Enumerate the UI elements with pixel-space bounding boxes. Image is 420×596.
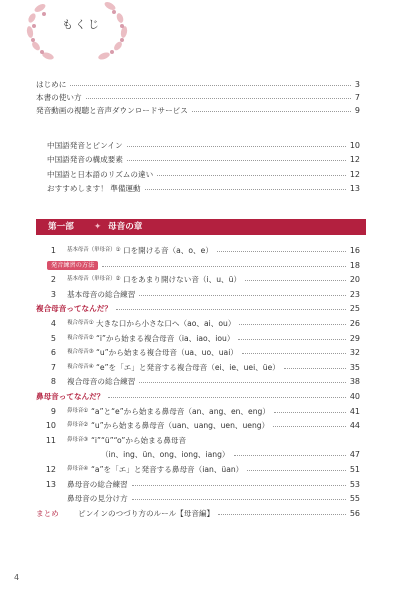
entry-label: 鼻母音の総合練習 bbox=[67, 479, 128, 489]
leader-dots bbox=[217, 251, 346, 252]
entry-number: 5 bbox=[50, 333, 56, 343]
entry-label: “a”と“e”から始まる鼻母音（an、ang、en、eng） bbox=[91, 406, 270, 416]
entry-category: 鼻母音③ bbox=[67, 436, 88, 443]
page-ref: 26 bbox=[349, 319, 360, 328]
leader-dots bbox=[239, 324, 346, 325]
leader-dots bbox=[116, 309, 346, 310]
entry-number: 10 bbox=[45, 421, 56, 431]
leader-dots bbox=[102, 266, 346, 267]
toc-entry[interactable] bbox=[0, 478, 420, 491]
toc-entry[interactable] bbox=[0, 346, 420, 359]
page-ref: 9 bbox=[354, 106, 360, 116]
entry-label: “u”から始まる鼻母音（uan、uang、uen、ueng） bbox=[91, 421, 270, 431]
page-ref: 38 bbox=[349, 377, 360, 387]
leader-dots bbox=[242, 353, 346, 354]
entry-category: 基本母音（単母音）① bbox=[67, 247, 121, 253]
page-ref: 7 bbox=[354, 93, 360, 103]
toc-entry[interactable] bbox=[0, 317, 420, 330]
entry-category: 基本母音（単母音）② bbox=[67, 276, 121, 283]
toc-entry[interactable] bbox=[0, 361, 420, 374]
entry-label: “e”を「エ」と発音する複合母音（ei、ie、uei、üe） bbox=[96, 362, 280, 372]
page-ref: 3 bbox=[354, 80, 360, 89]
entry-label: 大きな口から小さな口へ（ao、ai、ou） bbox=[96, 319, 236, 328]
leader-dots bbox=[218, 514, 346, 515]
page-ref: 20 bbox=[349, 275, 360, 285]
summary-label: まとめ bbox=[36, 508, 59, 518]
toc-entry[interactable] bbox=[0, 104, 420, 117]
entry-label: 中国語と日本語のリズムの違い bbox=[47, 169, 154, 179]
page-ref: 44 bbox=[349, 421, 360, 431]
toc-entry[interactable] bbox=[0, 78, 420, 91]
entry-label: 口を開ける音（a、o、e） bbox=[123, 246, 213, 255]
toc-entry[interactable] bbox=[0, 405, 420, 418]
entry-label: “a”を「エ」と発音する鼻母音（ian、üan） bbox=[91, 465, 244, 474]
floral-wreath-decoration bbox=[0, 0, 150, 70]
page-ref: 51 bbox=[349, 465, 360, 474]
page-ref: 23 bbox=[349, 289, 360, 299]
toc-entry[interactable] bbox=[0, 244, 420, 257]
leader-dots bbox=[284, 368, 346, 369]
leader-dots bbox=[145, 189, 346, 190]
entry-label: （in、ing、ün、ong、iong、iang） bbox=[101, 450, 230, 460]
toc-entry[interactable] bbox=[0, 153, 420, 166]
leader-dots bbox=[108, 397, 346, 398]
page-number: 4 bbox=[14, 573, 20, 582]
leader-dots bbox=[157, 175, 346, 176]
toc-entry[interactable] bbox=[0, 259, 420, 272]
entry-number: 4 bbox=[50, 319, 56, 328]
page-ref: 35 bbox=[349, 362, 360, 372]
entry-number: 9 bbox=[50, 406, 56, 416]
entry-label: 鼻母音の見分け方 bbox=[67, 494, 128, 504]
leader-dots bbox=[132, 499, 346, 500]
entry-label: “i”“ü”“o”から始まる鼻母音 bbox=[91, 435, 187, 445]
toc-entry[interactable] bbox=[0, 302, 420, 315]
part-title: 母音の章 bbox=[108, 222, 143, 232]
toc-entry[interactable] bbox=[0, 419, 420, 432]
toc-entry[interactable] bbox=[0, 507, 420, 520]
entry-number: 8 bbox=[50, 377, 56, 387]
page-ref: 18 bbox=[349, 260, 360, 270]
toc-entry[interactable] bbox=[0, 434, 420, 447]
page-ref: 41 bbox=[349, 406, 360, 416]
toc-entry[interactable] bbox=[0, 492, 420, 505]
entry-category: 複合母音② bbox=[67, 334, 94, 341]
page-ref: 29 bbox=[349, 333, 360, 343]
toc-entry[interactable] bbox=[0, 390, 420, 403]
page-ref: 12 bbox=[349, 169, 360, 179]
leader-dots bbox=[192, 111, 351, 112]
part-banner bbox=[36, 219, 366, 235]
leader-dots bbox=[132, 485, 346, 486]
entry-category: 複合母音④ bbox=[67, 363, 94, 370]
leader-dots bbox=[247, 470, 346, 471]
toc-entry[interactable] bbox=[0, 288, 420, 301]
entry-number: 2 bbox=[50, 275, 56, 285]
page-ref: 55 bbox=[349, 494, 360, 504]
entry-number: 1 bbox=[50, 246, 56, 255]
entry-number: 12 bbox=[45, 465, 56, 474]
section-heading: 複合母音ってなんだ？ bbox=[36, 304, 112, 314]
leader-dots bbox=[127, 160, 346, 161]
section-heading: 鼻母音ってなんだ？ bbox=[36, 392, 105, 401]
page-ref: 47 bbox=[349, 450, 360, 460]
leader-dots bbox=[273, 426, 346, 427]
entry-category: 複合母音① bbox=[67, 320, 94, 326]
entry-label: 本書の使い方 bbox=[36, 93, 82, 103]
entry-label: “i”から始まる複合母音（ia、iao、iou） bbox=[96, 333, 235, 343]
entry-label: はじめに bbox=[36, 80, 67, 89]
entry-label: 複合母音の総合練習 bbox=[67, 377, 136, 387]
toc-entry[interactable] bbox=[0, 273, 420, 286]
toc-entry[interactable] bbox=[0, 182, 420, 195]
entry-label: ピンインのつづり方のルール【母音編】 bbox=[78, 508, 215, 518]
entry-number: 6 bbox=[50, 348, 56, 358]
practice-badge: 発音練習の方法 bbox=[47, 261, 98, 270]
leader-dots bbox=[238, 339, 346, 340]
toc-entry[interactable] bbox=[0, 375, 420, 388]
toc-entry[interactable] bbox=[0, 332, 420, 345]
toc-entry[interactable] bbox=[0, 91, 420, 104]
page-ref: 12 bbox=[349, 155, 360, 165]
entry-number: 11 bbox=[45, 435, 56, 445]
page-ref: 53 bbox=[349, 479, 360, 489]
entry-number: 7 bbox=[50, 362, 56, 372]
page-ref: 40 bbox=[349, 392, 360, 401]
part-label: 第一部 bbox=[48, 222, 74, 232]
leader-dots bbox=[70, 85, 351, 86]
toc-entry[interactable] bbox=[0, 463, 420, 476]
entry-category: 鼻母音④ bbox=[67, 466, 88, 472]
entry-label: 発音動画の視聴と音声ダウンロードサービス bbox=[36, 106, 188, 116]
leader-dots bbox=[139, 382, 346, 383]
entry-category: 鼻母音② bbox=[67, 422, 88, 429]
toc-entry[interactable] bbox=[0, 168, 420, 181]
page-ref: 16 bbox=[349, 246, 360, 255]
leader-dots bbox=[245, 280, 346, 281]
entry-number: 3 bbox=[50, 289, 56, 299]
leader-dots bbox=[139, 295, 346, 296]
entry-category: 複合母音③ bbox=[67, 349, 94, 356]
page-ref: 13 bbox=[349, 183, 360, 193]
entry-category: 鼻母音① bbox=[67, 407, 88, 414]
star-icon: ✦ bbox=[94, 222, 102, 232]
leader-dots bbox=[274, 412, 346, 413]
page-ref: 56 bbox=[349, 508, 360, 518]
leader-dots bbox=[234, 455, 346, 456]
entry-label: おすすめします！ 準備運動 bbox=[47, 183, 141, 193]
entry-label: “u”から始まる複合母音（ua、uo、uai） bbox=[96, 348, 238, 358]
toc-entry[interactable] bbox=[0, 139, 420, 152]
page-ref: 25 bbox=[349, 304, 360, 314]
page-ref: 32 bbox=[349, 348, 360, 358]
entry-label: 中国語発音の構成要素 bbox=[47, 155, 123, 165]
toc-heading: もくじ bbox=[62, 18, 101, 31]
entry-label: 中国語発音とピンイン bbox=[47, 141, 123, 150]
entry-number: 13 bbox=[45, 479, 56, 489]
page-ref: 10 bbox=[349, 141, 360, 150]
entry-label: 基本母音の総合練習 bbox=[67, 289, 136, 299]
leader-dots bbox=[127, 146, 346, 147]
toc-entry[interactable] bbox=[0, 448, 420, 461]
leader-dots bbox=[86, 98, 351, 99]
entry-label: 口をあまり開けない音（i、u、ü） bbox=[123, 275, 242, 285]
